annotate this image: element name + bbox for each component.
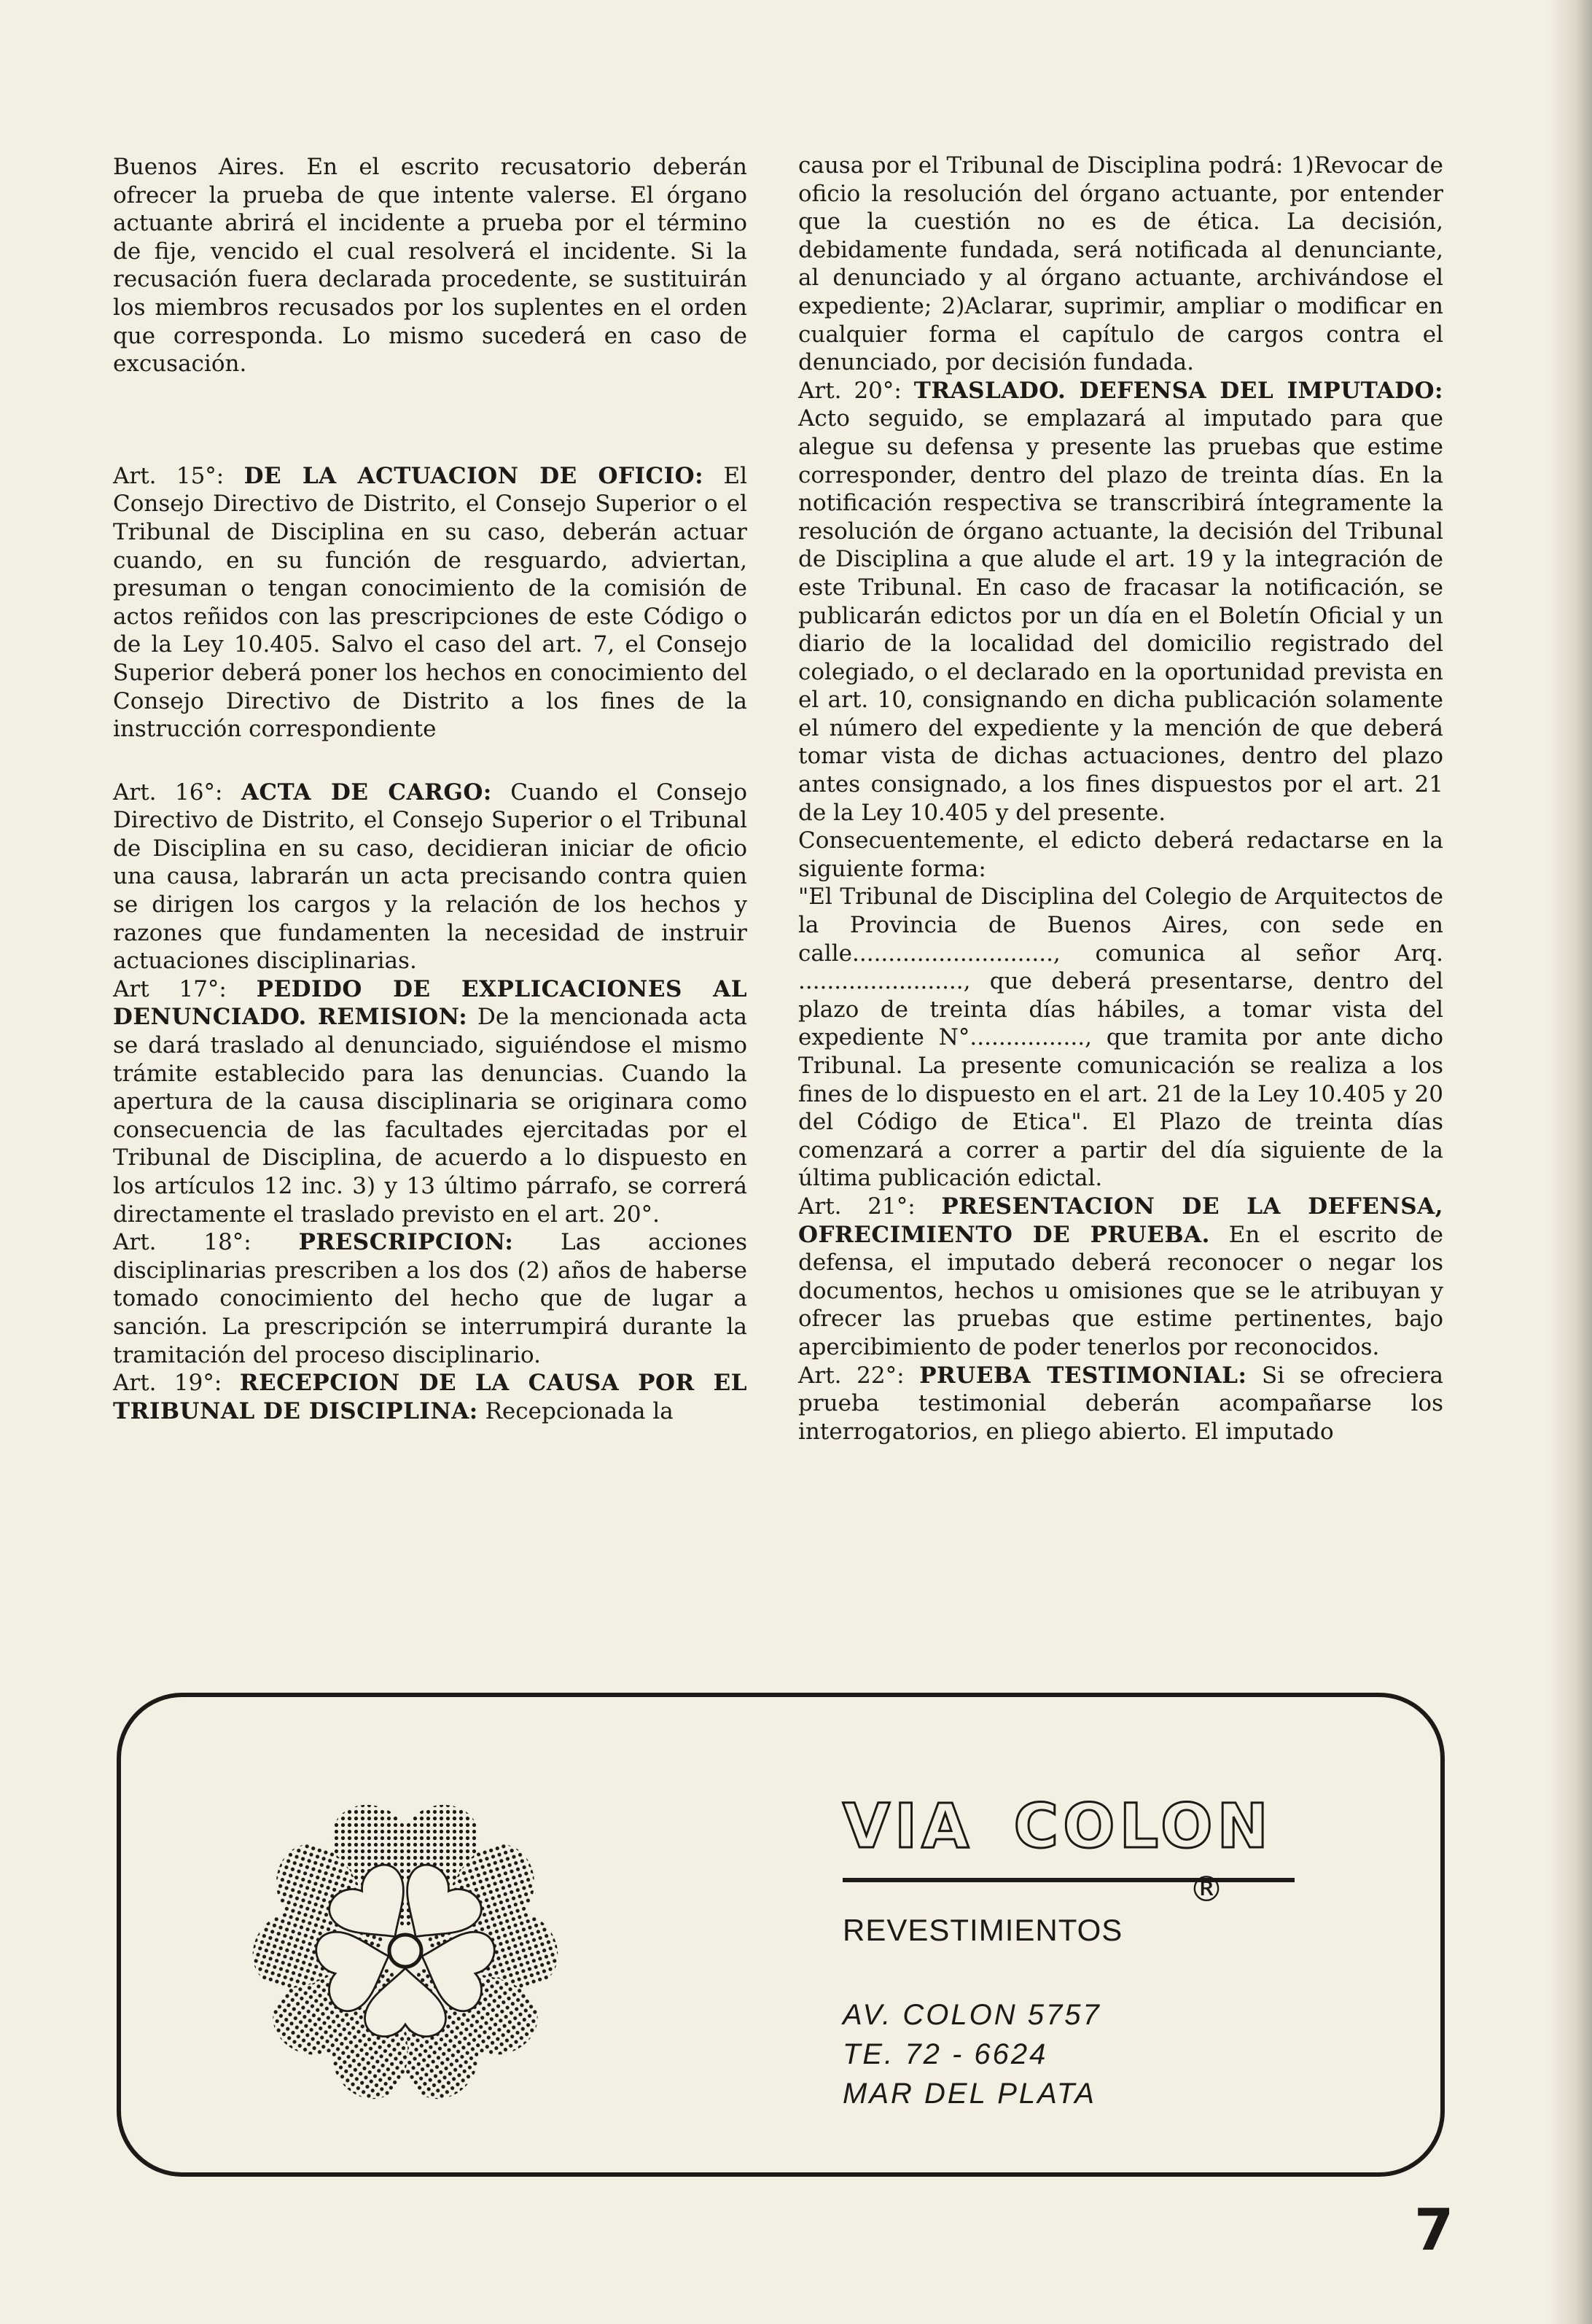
paragraph-edicto-text: "El Tribunal de Disciplina del Colegio de Arquitectos de la Provincia de Buenos Aires, con sede en calle............................, comunica al señor Arq. ......................., que deberá presentarse, dentro del plazo de treinta días hábiles, a tomar vista del expediente N°................, que tramita por ante dicho Tribunal. La presente comunicación se realiza a los fines de lo dispuesto en el art. 21 de la Ley 10.405 y 20 del Código de Etica". El Plazo de treinta días comenzará a correr a partir del día siguiente de la última publicación edictal. <box>798 884 1443 1192</box>
advertisement-box <box>117 1693 1445 2177</box>
article-15: Art. 15°: DE LA ACTUACION DE OFICIO: El Consejo Directivo de Distrito, el Consejo Superior o el Tribunal de Disciplina en su caso, deberán actuar cuando, en su función de resguardo, adviertan, presuman o tengan conocimiento de la comisión de actos reñidos con las prescripciones de este Código o de la Ley 10.405. Salvo el caso del art. 7, el Consejo Superior deberá poner los hechos en conocimiento del Consejo Directivo de Distrito a los fines de la instrucción correspondiente <box>113 462 747 743</box>
article-21: Art. 21°: PRESENTACION DE LA DEFENSA, OFRECIMIENTO DE PRUEBA. En el escrito de defensa, el imputado deberá reconocer o negar los documentos, hechos u omisiones que se le atribuyan y ofrecer las pruebas que estime pertinentes, bajo apercibimiento de poder tenerlos por reconocidos. <box>798 1193 1444 1360</box>
flower-logo-icon <box>201 1747 609 2155</box>
brand-underline <box>843 1878 1295 1882</box>
article-19: Art. 19°: RECEPCION DE LA CAUSA POR EL TRIBUNAL DE DISCIPLINA: Recepcionada la <box>113 1370 747 1424</box>
article-20: Art. 20°: TRASLADO. DEFENSA DEL IMPUTADO: Acto seguido, se emplazará al imputado para que alegue su defensa y presente las pruebas que estime corresponder, dentro del plazo de treinta días. En la notificación respectiva se transcribirá íntegramente la resolución de órgano actuante, la decisión del Tribunal de Disciplina a que alude el art. 19 y la integración de este Tribunal. En caso de fracasar la notificación, se publicarán edictos por un día en el Boletín Oficial y un diario de la localidad del domicilio registrado del colegiado, o el declarado en la oportunidad prevista en el art. 10, consignando en dicha publicación solamente el número del expediente y la mención de que deberá tomar vista de dichas actuaciones, dentro del plazo antes consignado, a los fines dispuestos por el art. 21 de la Ley 10.405 y del presente. <box>798 377 1443 826</box>
brand-subtitle: REVESTIMIENTOS <box>843 1913 1123 1947</box>
address-phone: TE. 72 - 6624 <box>843 2038 1048 2070</box>
registered-trademark-icon: ® <box>1189 1869 1224 1910</box>
brand-name: VIA COLON <box>843 1790 1273 1862</box>
page-number: 7 <box>1414 2198 1454 2263</box>
article-16: Art. 16°: ACTA DE CARGO: Cuando el Consejo Directivo de Distrito, el Consejo Superior o el Tribunal de Disciplina en su caso, decidieran iniciar de oficio una causa, labrarán un acta precisando contra quien se dirigen los cargos y la relación de los hechos y razones que fundamenten la necesidad de instruir actuaciones disciplinarias. <box>113 779 747 975</box>
article-18: Art. 18°: PRESCRIPCION: Las acciones disciplinarias prescriben a los dos (2) años de haberse tomado conocimiento del hecho que de lugar a sanción. La prescripción se interrumpirá durante la tramitación del proceso disciplinario. <box>113 1229 747 1368</box>
article-22: Art. 22°: PRUEBA TESTIMONIAL: Si se ofreciera prueba testimonial deberán acompañarse los interrogatorios, en pliego abierto. El imputado <box>798 1362 1443 1445</box>
page-edge-shadow <box>1548 0 1592 2324</box>
paragraph-edicto-intro: Consecuentemente, el edicto deberá redactarse en la siguiente forma: <box>798 827 1443 882</box>
paragraph-recusacion: Buenos Aires. En el escrito recusatorio deberán ofrecer la prueba de que intente valerse. El órgano actuante abrirá el incidente a prueba por el término de fije, vencido el cual resolverá el incidente. Si la recusación fuera declarada procedente, se sustituirán los miembros recusados por los suplentes en el orden que corresponda. Lo mismo sucederá en caso de excusación. <box>113 154 747 378</box>
address-city: MAR DEL PLATA <box>843 2078 1096 2110</box>
article-17: Art 17°: PEDIDO DE EXPLICACIONES AL DENUNCIADO. REMISION: De la mencionada acta se dará traslado al denunciado, siguiéndose el mismo trámite establecido para las denuncias. Cuando la apertura de la causa disciplinaria se originara como consecuencia de las facultades ejercitadas por el Tribunal de Disciplina, de acuerdo a lo dispuesto en los artículos 12 inc. 3) y 13 último párrafo, se correrá directamente el traslado previsto en el art. 20°. <box>113 975 748 1228</box>
left-text-column <box>113 153 747 1425</box>
right-text-column <box>798 152 1443 1446</box>
paragraph-causa-tribunal: causa por el Tribunal de Disciplina podrá: 1)Revocar de oficio la resolución del órgano actuante, por entender que la cuestión no es de ética. La decisión, debidamente fundada, será notificada al denunciante, al denunciado y al órgano actuante, archivándose el expediente; 2)Aclarar, suprimir, ampliar o modificar en cualquier forma el capítulo de cargos contra el denunciado, por decisión fundada. <box>798 152 1443 376</box>
address-street: AV. COLON 5757 <box>843 1999 1101 2031</box>
